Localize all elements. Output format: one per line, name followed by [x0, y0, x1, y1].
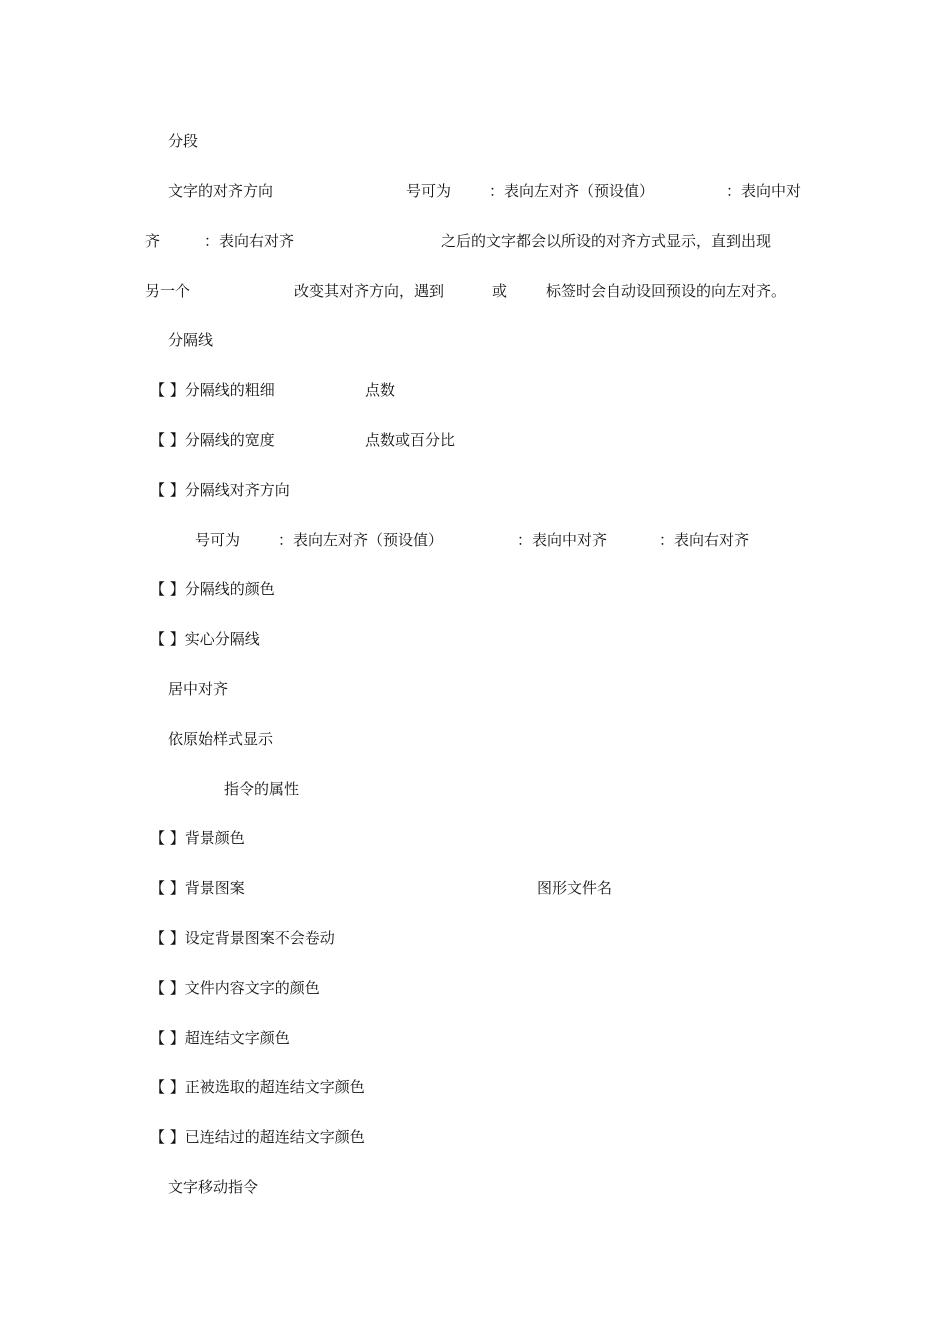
text-fragment: 改变其对齐方向，遇到 [294, 282, 445, 300]
attr-alink: 【 】正被选取的超连结文字颜色 [150, 1078, 365, 1096]
attr-hr-size: 【 】分隔线的粗细 [150, 381, 275, 399]
text-fragment: 号可为 [195, 531, 241, 549]
text-fragment: ：表向右对齐 [659, 531, 750, 549]
attr-bgcolor: 【 】背景颜色 [150, 829, 245, 847]
text-fragment: 齐 [145, 232, 161, 250]
attr-bgproperties: 【 】设定背景图案不会卷动 [150, 929, 335, 947]
text-fragment: ：表向左对齐（预设值） [489, 182, 655, 200]
text-fragment: 或 [492, 282, 508, 300]
section-heading-marquee: 文字移动指令 [168, 1178, 259, 1196]
text-fragment: 文字的对齐方向 [168, 182, 274, 200]
text-fragment: 标签时会自动设回预设的向左对齐。 [546, 282, 787, 300]
text-fragment: 之后的文字都会以所设的对齐方式显示，直到出现 [441, 232, 772, 250]
attr-background: 【 】背景图案 [150, 879, 245, 897]
attr-hr-align: 【 】分隔线对齐方向 [150, 481, 290, 499]
text-fragment: ：表向左对齐（预设值） [278, 531, 444, 549]
attr-vlink: 【 】已连结过的超连结文字颜色 [150, 1128, 365, 1146]
attr-hr-noshade: 【 】实心分隔线 [150, 630, 260, 648]
text-fragment: 另一个 [145, 282, 191, 300]
attr-hr-color: 【 】分隔线的颜色 [150, 580, 275, 598]
section-heading-body-attrs: 指令的属性 [224, 780, 300, 798]
text-fragment: ：表向右对齐 [204, 232, 295, 250]
text-fragment: 号可为 [406, 182, 452, 200]
text-fragment: ：表向中对齐 [517, 531, 608, 549]
section-heading-paragraph: 分段 [168, 132, 199, 150]
text-fragment: ：表向中对 [726, 182, 802, 200]
attr-hr-width: 【 】分隔线的宽度 [150, 431, 275, 449]
attr-value: 图形文件名 [537, 879, 613, 897]
section-heading-pre: 依原始样式显示 [168, 730, 274, 748]
section-heading-center: 居中对齐 [168, 680, 229, 698]
attr-link: 【 】超连结文字颜色 [150, 1029, 290, 1047]
attr-value: 点数或百分比 [365, 431, 456, 449]
attr-text: 【 】文件内容文字的颜色 [150, 979, 320, 997]
section-heading-hr: 分隔线 [168, 331, 214, 349]
attr-value: 点数 [365, 381, 396, 399]
